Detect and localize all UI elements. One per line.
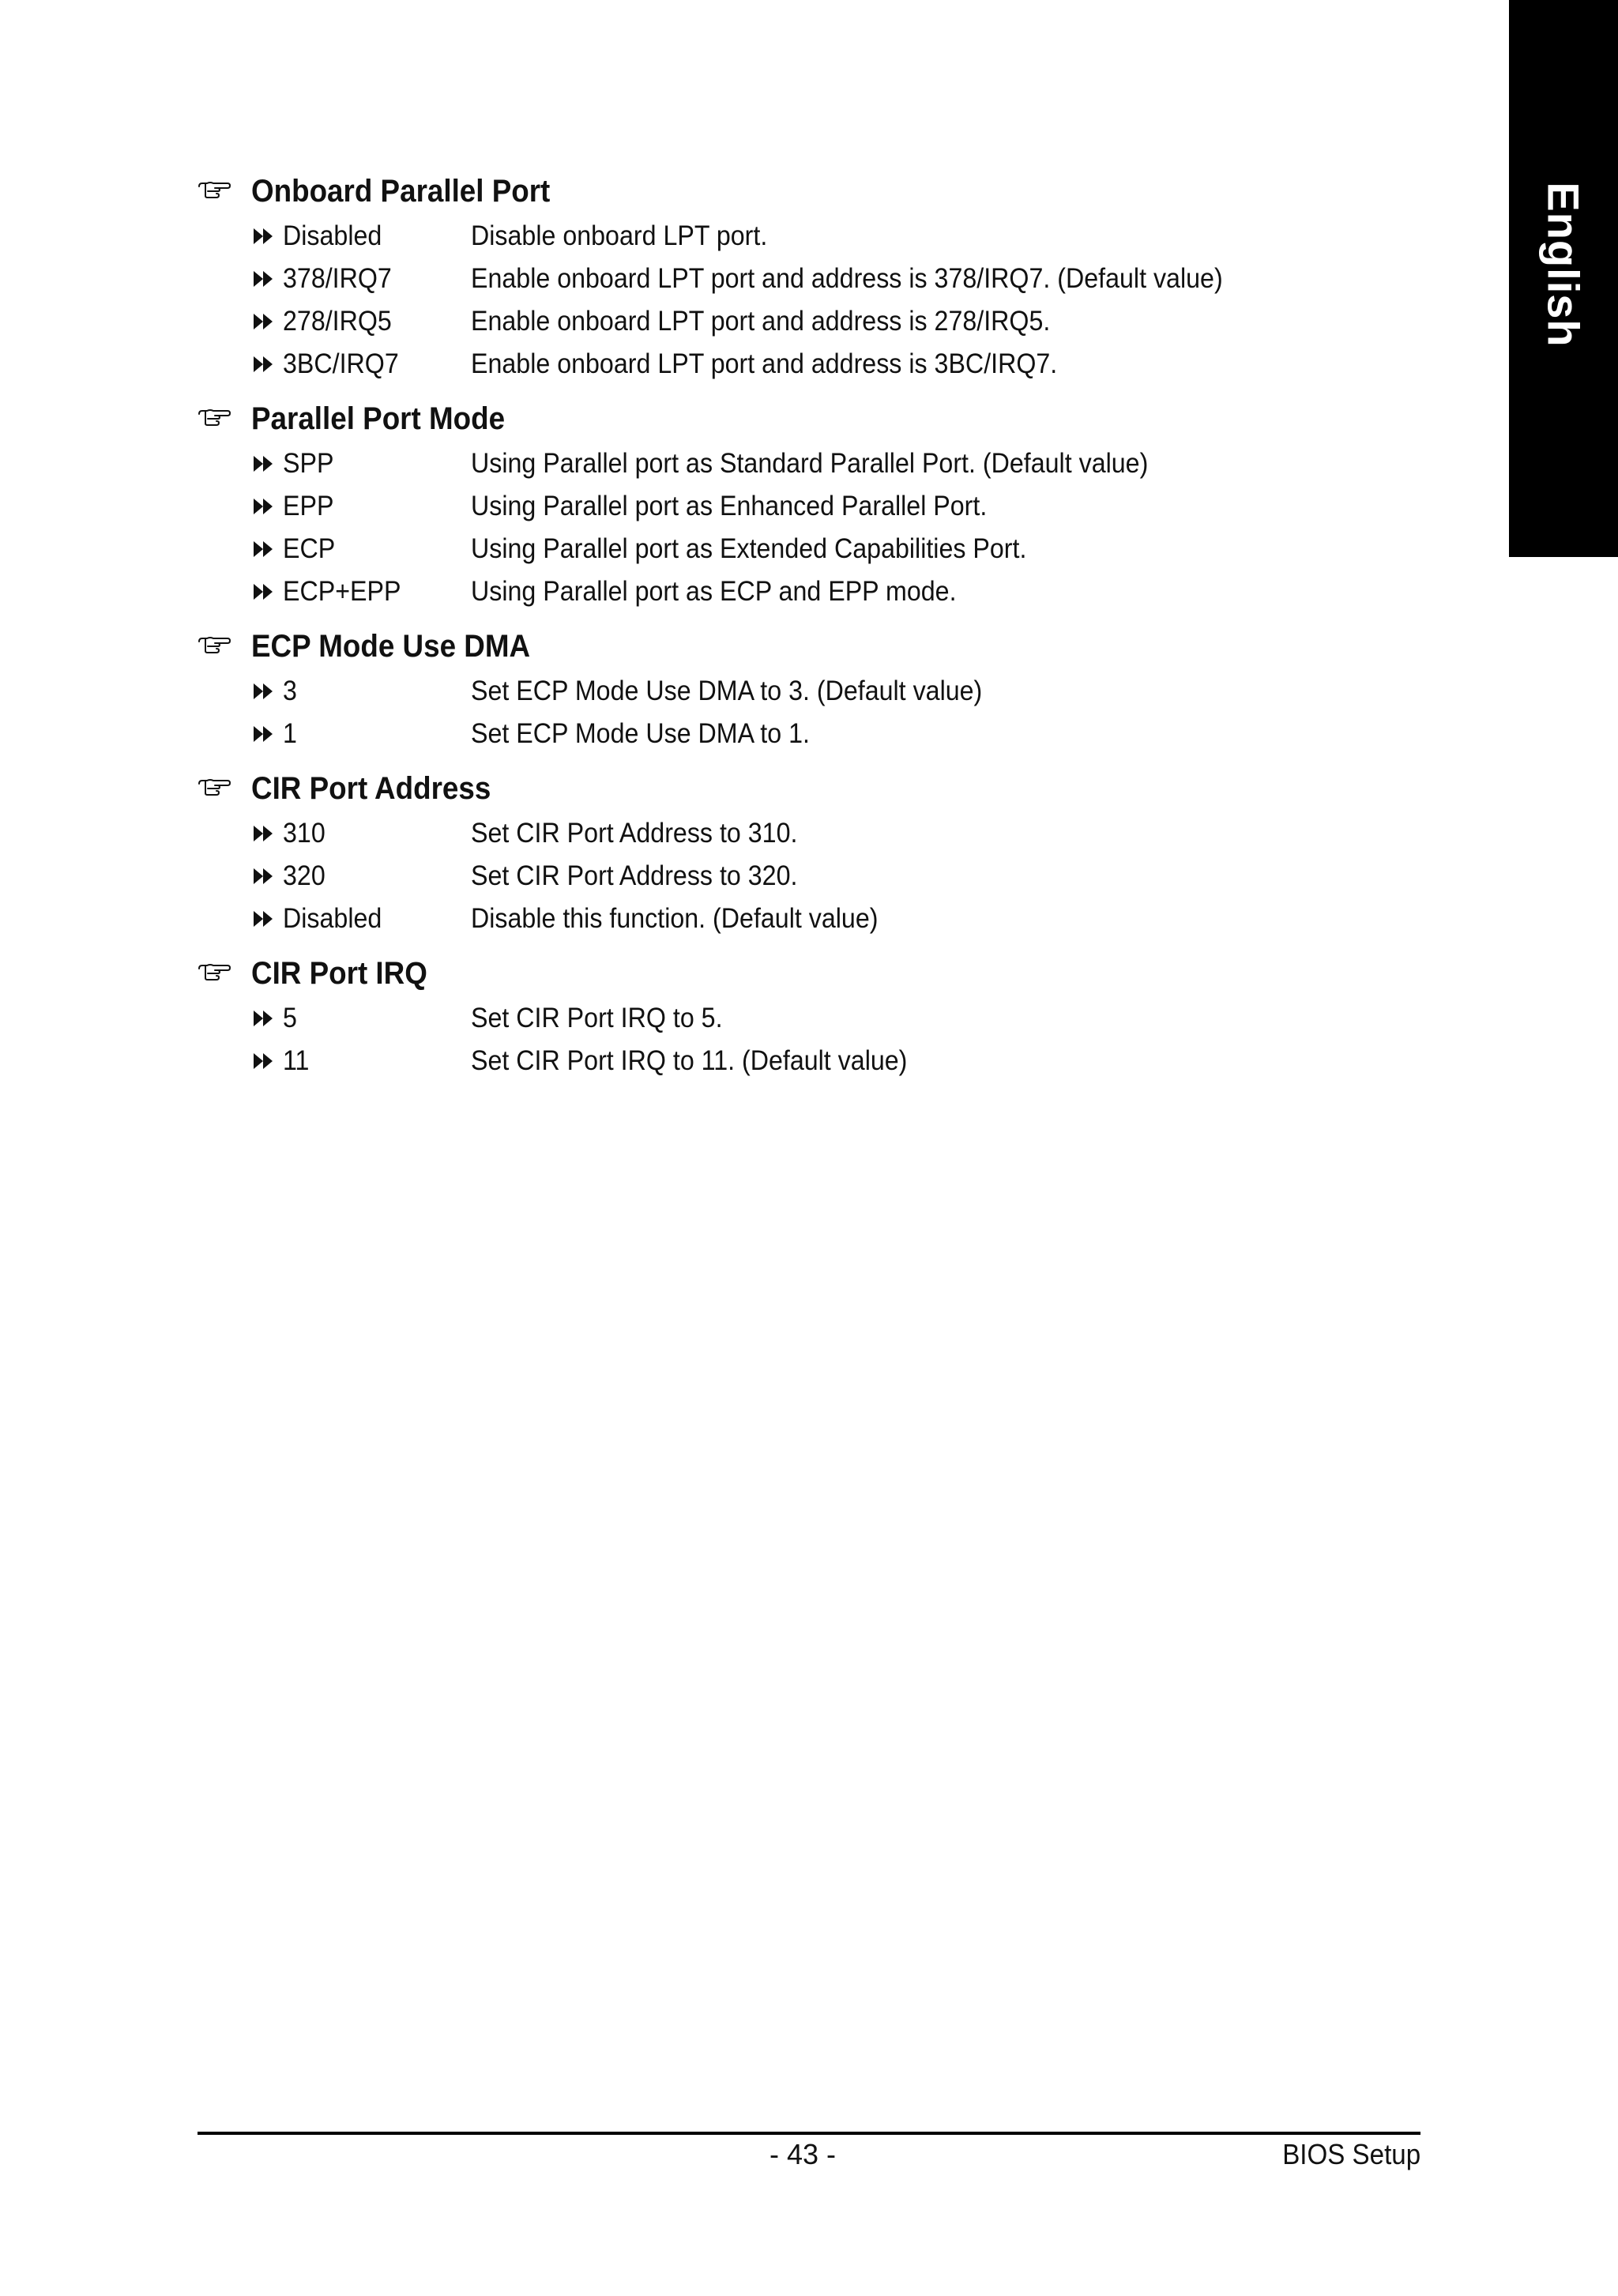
section-heading (198, 623, 1462, 670)
language-tab-label: English (1538, 182, 1589, 348)
option-row (198, 215, 1462, 258)
double-arrow-icon (253, 910, 275, 928)
double-arrow-icon (253, 683, 275, 700)
bios-section (198, 623, 1462, 755)
option-row (198, 300, 1462, 343)
option-value: SPP (283, 448, 334, 479)
option-row (198, 343, 1462, 386)
option-value: ECP+EPP (283, 576, 401, 607)
section-title: Parallel Port Mode (251, 401, 506, 436)
double-arrow-icon (253, 583, 275, 600)
option-description: Set ECP Mode Use DMA to 1. (471, 718, 810, 749)
option-description: Enable onboard LPT port and address is 278/IRQ5. (471, 306, 1051, 337)
footer-title: BIOS Setup (1282, 2138, 1420, 2170)
option-description: Set CIR Port Address to 320. (471, 860, 798, 891)
double-arrow-icon (253, 825, 275, 842)
option-value: ECP (283, 533, 336, 564)
option-row (198, 570, 1462, 613)
option-row (198, 855, 1462, 898)
section-heading (198, 765, 1462, 812)
pointing-hand-icon (198, 962, 231, 981)
bios-section (198, 167, 1462, 386)
option-description: Disable this function. (Default value) (471, 903, 879, 934)
option-value: 278/IRQ5 (283, 306, 392, 337)
option-row (198, 997, 1462, 1040)
option-value: 11 (283, 1045, 310, 1076)
page-number: - 43 - (769, 2138, 837, 2170)
option-row (198, 485, 1462, 528)
pointing-hand-icon (198, 635, 231, 654)
option-description: Set CIR Port Address to 310. (471, 818, 798, 849)
double-arrow-icon (253, 228, 275, 245)
section-title: CIR Port Address (251, 771, 491, 806)
option-value: 310 (283, 818, 325, 849)
option-row (198, 1040, 1462, 1082)
option-value: Disabled (283, 220, 382, 251)
language-side-tab (1509, 0, 1618, 557)
double-arrow-icon (253, 498, 275, 515)
section-heading (198, 950, 1462, 997)
option-description: Enable onboard LPT port and address is 3BC/IRQ7. (471, 348, 1058, 379)
option-row (198, 258, 1462, 300)
option-row (198, 713, 1462, 755)
option-value: EPP (283, 491, 334, 521)
double-arrow-icon (253, 1052, 275, 1070)
double-arrow-icon (253, 270, 275, 288)
option-row (198, 812, 1462, 855)
double-arrow-icon (253, 313, 275, 330)
pointing-hand-icon (198, 777, 231, 796)
option-description: Using Parallel port as ECP and EPP mode. (471, 576, 957, 607)
double-arrow-icon (253, 540, 275, 558)
option-value: 1 (283, 718, 297, 749)
option-description: Set CIR Port IRQ to 11. (Default value) (471, 1045, 908, 1076)
double-arrow-icon (253, 868, 275, 885)
pointing-hand-icon (198, 180, 231, 199)
option-value: 320 (283, 860, 325, 891)
bios-section (198, 950, 1462, 1082)
option-description: Enable onboard LPT port and address is 378/IRQ7. (Default value) (471, 263, 1223, 294)
option-value: 5 (283, 1003, 297, 1033)
option-row (198, 898, 1462, 940)
pointing-hand-icon (198, 408, 231, 427)
option-description: Disable onboard LPT port. (471, 220, 768, 251)
option-row (198, 528, 1462, 570)
option-value: Disabled (283, 903, 382, 934)
option-row (198, 442, 1462, 485)
option-description: Set ECP Mode Use DMA to 3. (Default value) (471, 676, 983, 706)
bios-section (198, 765, 1462, 940)
bios-section (198, 395, 1462, 613)
section-title: Onboard Parallel Port (251, 174, 551, 209)
section-title: CIR Port IRQ (251, 956, 427, 991)
option-description: Using Parallel port as Extended Capabilities Port. (471, 533, 1027, 564)
option-value: 3BC/IRQ7 (283, 348, 399, 379)
option-value: 3 (283, 676, 297, 706)
option-row (198, 670, 1462, 713)
section-title: ECP Mode Use DMA (251, 629, 531, 664)
section-heading (198, 395, 1462, 442)
option-description: Set CIR Port IRQ to 5. (471, 1003, 723, 1033)
bios-options-content (198, 167, 1462, 1092)
section-heading (198, 167, 1462, 215)
option-value: 378/IRQ7 (283, 263, 392, 294)
option-description: Using Parallel port as Standard Parallel Port. (Default value) (471, 448, 1149, 479)
double-arrow-icon (253, 1010, 275, 1027)
double-arrow-icon (253, 725, 275, 743)
option-description: Using Parallel port as Enhanced Parallel Port. (471, 491, 988, 521)
double-arrow-icon (253, 356, 275, 373)
double-arrow-icon (253, 455, 275, 472)
